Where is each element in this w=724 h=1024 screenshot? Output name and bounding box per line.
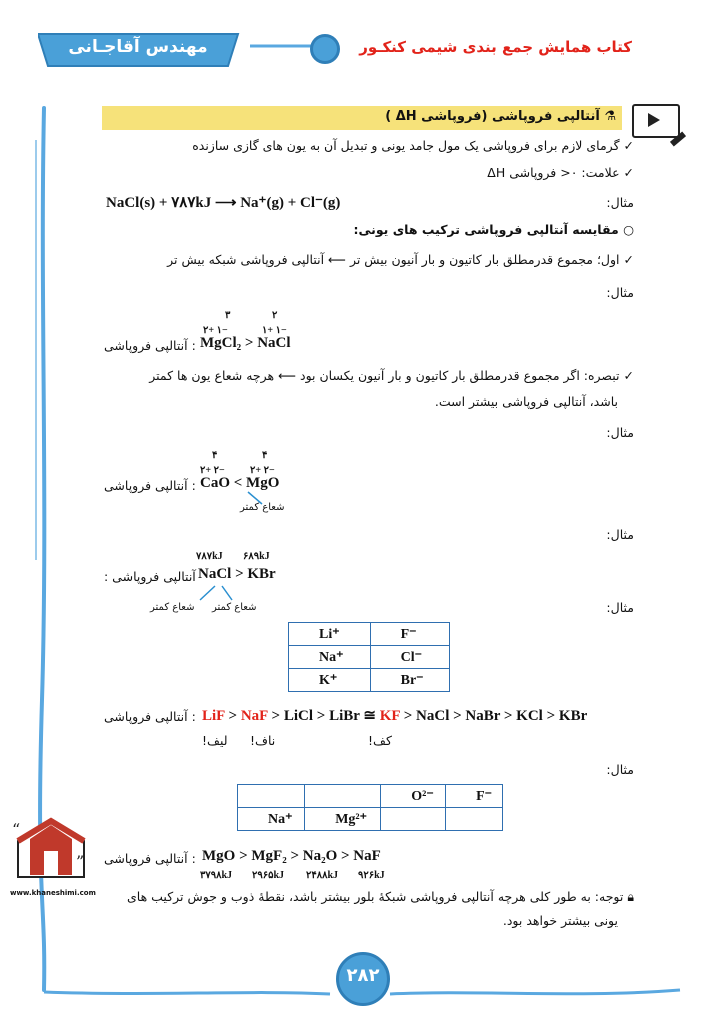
attention-line2: یونی بیشتر خواهد بود. bbox=[502, 913, 618, 928]
ex1-charges-right: ۱+ ۱− bbox=[262, 325, 287, 336]
table-cell: Mg²⁺ bbox=[305, 808, 381, 831]
table-cell: Cl⁻ bbox=[370, 646, 449, 669]
table-cell bbox=[238, 785, 305, 808]
compare-heading: ○ مقایسه آنتالپی فروپاشی ترکیب های یونی: bbox=[353, 222, 634, 237]
note-line1: ✓ تبصره: اگر مجموع قدرمطلق بار کاتیون و بار آنیون یکسان بود ⟵ هرچه شعاع یون ها کمتر bbox=[149, 368, 634, 383]
table-row bbox=[289, 623, 450, 646]
example-label: مثال: bbox=[606, 527, 634, 542]
ion-table-2 bbox=[237, 784, 503, 831]
logo-url: www.khaneshimi.com bbox=[10, 889, 96, 897]
ex2-radius-note: شعاع کمتر bbox=[240, 502, 285, 513]
book-title: کتاب همایش جمع بندی شیمی کنکـور bbox=[359, 38, 632, 56]
table-cell: O²⁻ bbox=[381, 785, 446, 808]
definition-bullet: ✓ گرمای لازم برای فروپاشی یک مول جامد یونی و تبدیل آن به یون های گازی سازنده bbox=[192, 138, 634, 153]
table-cell: F⁻ bbox=[446, 785, 503, 808]
order-label: : آنتالپی فروپاشی bbox=[104, 709, 196, 724]
note-line2: باشد، آنتالپی فروپاشی بیشتر است. bbox=[434, 394, 618, 409]
ex3-radius-note-1: شعاع کمتر bbox=[150, 602, 195, 613]
table-cell bbox=[305, 785, 381, 808]
lock-icon: 🔒︎ bbox=[627, 889, 634, 904]
khaneshimi-logo bbox=[10, 815, 96, 897]
section-title: ⚗ آنتالپی فروپاشی (فروپاشی ΔH ) bbox=[385, 109, 616, 124]
nacl-equation: NaCl(s) + ۷۸۷kJ ⟶ Na⁺(g) + Cl⁻(g) bbox=[106, 195, 341, 211]
ex2-sum-right: ۴ bbox=[262, 450, 268, 461]
table-row bbox=[289, 669, 450, 692]
ex1-formula: MgCl₂ > NaCl bbox=[200, 335, 291, 351]
attention-line1: 🔒︎ توجه: به طور کلی هرچه آنتالپی فروپاشی شبکهٔ بلور بیشتر باشد، نقطهٔ ذوب و جوش ترکیب های bbox=[126, 889, 634, 904]
ex2-sum-left: ۴ bbox=[212, 450, 218, 461]
table-row bbox=[238, 785, 503, 808]
check-icon: ✓ bbox=[623, 252, 634, 267]
ex4-label: : آنتالپی فروپاشی bbox=[104, 851, 196, 866]
check-icon: ✓ bbox=[623, 138, 634, 153]
sign-bullet: ✓ علامت: ۰< فروپاشی ΔH bbox=[487, 165, 634, 180]
table-row bbox=[289, 646, 450, 669]
ex4-value: ۲۴۸۸kJ bbox=[306, 870, 339, 881]
page-number: ۲۸۲ bbox=[346, 965, 380, 986]
ex1-label: : آنتالپی فروپاشی bbox=[104, 338, 196, 353]
ex4-value: ۹۲۶kJ bbox=[358, 870, 385, 881]
ex2-charges-right: ۲+ ۲− bbox=[250, 465, 275, 476]
table-cell: Li⁺ bbox=[289, 623, 371, 646]
circle-bullet-icon: ○ bbox=[623, 222, 634, 237]
flask-icon: ⚗ bbox=[604, 109, 616, 124]
ion-table bbox=[288, 622, 450, 692]
ex2-label: : آنتالپی فروپاشی bbox=[104, 478, 196, 493]
ex3-formula: NaCl > KBr bbox=[198, 566, 276, 582]
table-cell bbox=[446, 808, 503, 831]
ex2-formula: CaO < MgO bbox=[200, 475, 280, 491]
example-label: مثال: bbox=[606, 600, 634, 615]
ex2-charges-left: ۲+ ۲− bbox=[200, 465, 225, 476]
table-cell: Br⁻ bbox=[370, 669, 449, 692]
table-cell: Na⁺ bbox=[289, 646, 371, 669]
mnemonic-naf: ناف! bbox=[250, 733, 276, 748]
ex3-value-left: ۷۸۷kJ bbox=[196, 551, 223, 562]
ex4-formula: MgO > MgF₂ > Na₂O > NaF bbox=[202, 848, 381, 864]
svg-text:”: ” bbox=[76, 852, 85, 871]
rule1-bullet: ✓ اول؛ مجموع قدرمطلق بار کاتیون و بار آنیون بیش تر ⟵ آنتالپی فروپاشی شبکه بیش تر bbox=[167, 252, 634, 267]
table-cell bbox=[381, 808, 446, 831]
table-cell: F⁻ bbox=[370, 623, 449, 646]
example-label: مثال: bbox=[606, 195, 634, 210]
ex4-value: ۳۷۹۸kJ bbox=[200, 870, 233, 881]
ex3-radius-note-2: شعاع کمتر bbox=[212, 602, 257, 613]
example-label: مثال: bbox=[606, 762, 634, 777]
example-label: مثال: bbox=[606, 425, 634, 440]
ex3-value-right: ۶۸۹kJ bbox=[243, 551, 270, 562]
mnemonic-lif: لیف! bbox=[202, 733, 228, 748]
check-icon: ✓ bbox=[623, 368, 634, 383]
ex1-sum-right: ۲ bbox=[272, 310, 278, 321]
check-icon: ✓ bbox=[623, 165, 634, 180]
table-row bbox=[238, 808, 503, 831]
table-cell: K⁺ bbox=[289, 669, 371, 692]
example-label: مثال: bbox=[606, 285, 634, 300]
ex1-sum-left: ۳ bbox=[225, 310, 231, 321]
author-name: مهندس آقاجـانی bbox=[68, 37, 208, 57]
table-cell: Na⁺ bbox=[238, 808, 305, 831]
ex1-charges-left: ۲+ ۱− bbox=[203, 325, 228, 336]
lattice-order: LiF > NaF > LiCl > LiBr ≅ KF > NaCl > NaBr > KCl > KBr bbox=[202, 708, 588, 724]
mnemonic-kf: کف! bbox=[368, 733, 392, 748]
ex3-label: آنتالپی فروپاشی : bbox=[104, 569, 196, 584]
ex4-value: ۲۹۶۵kJ bbox=[252, 870, 285, 881]
svg-text:“: “ bbox=[12, 820, 21, 839]
